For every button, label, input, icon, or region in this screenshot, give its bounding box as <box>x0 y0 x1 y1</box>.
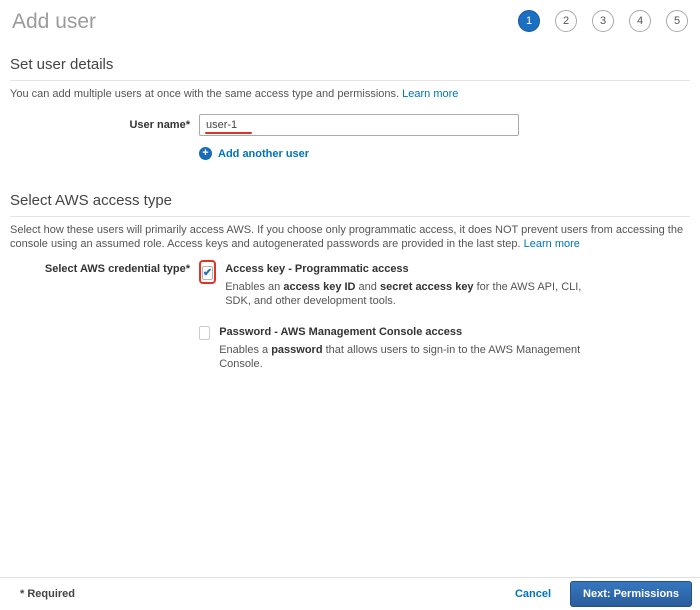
access-key-option-description: Enables an access key ID and secret access key for the AWS API, CLI, SDK, and other development tools. <box>225 281 582 307</box>
required-note: * Required <box>20 588 76 600</box>
learn-more-link-user-details[interactable]: Learn more <box>402 88 459 100</box>
add-another-user-link[interactable] <box>199 147 519 160</box>
password-option-description: Enables a password that allows users to sign-in to the AWS Management Console. <box>219 344 581 370</box>
step-4: 4 <box>629 10 651 32</box>
annotation-box <box>199 260 216 284</box>
page-header <box>0 0 700 34</box>
step-2: 2 <box>555 10 577 32</box>
wizard-step-indicator <box>518 8 688 32</box>
divider <box>10 216 690 217</box>
section-heading-access-type: Select AWS access type <box>10 192 173 209</box>
divider <box>10 80 690 81</box>
password-checkbox[interactable] <box>199 326 210 340</box>
access-key-option-title: Access key - Programmatic access <box>225 263 409 275</box>
annotation-underline <box>205 132 252 134</box>
option-access-key <box>199 260 597 308</box>
wizard-footer <box>0 577 700 610</box>
cancel-button[interactable]: Cancel <box>514 588 552 600</box>
access-key-checkbox[interactable]: ✔ <box>203 267 213 279</box>
page-title: Add user <box>12 10 97 33</box>
learn-more-link-access-type[interactable]: Learn more <box>523 238 580 250</box>
step-5: 5 <box>666 10 688 32</box>
step-1: 1 <box>518 10 540 32</box>
section-heading-user-details: Set user details <box>10 56 114 73</box>
user-name-label: User name* <box>129 119 190 131</box>
access-type-description: Select how these users will primarily access AWS. If you choose only programmatic access, it does NOT prevent users from accessing the console using an assumed role. Access keys and autogenerated passwords are provided in the last step. Learn more <box>10 224 684 250</box>
user-details-description: You can add multiple users at once with the same access type and permissions. Learn more <box>10 88 459 100</box>
add-another-user-label: Add another user <box>218 147 310 160</box>
plus-circle-icon: + <box>199 147 212 160</box>
next-permissions-button[interactable]: Next: Permissions <box>570 581 692 607</box>
credential-type-row <box>10 260 690 371</box>
user-name-row <box>10 114 690 160</box>
option-password <box>199 323 597 371</box>
credential-type-label: Select AWS credential type* <box>44 263 190 275</box>
password-option-title: Password - AWS Management Console access <box>219 326 463 338</box>
step-3: 3 <box>592 10 614 32</box>
